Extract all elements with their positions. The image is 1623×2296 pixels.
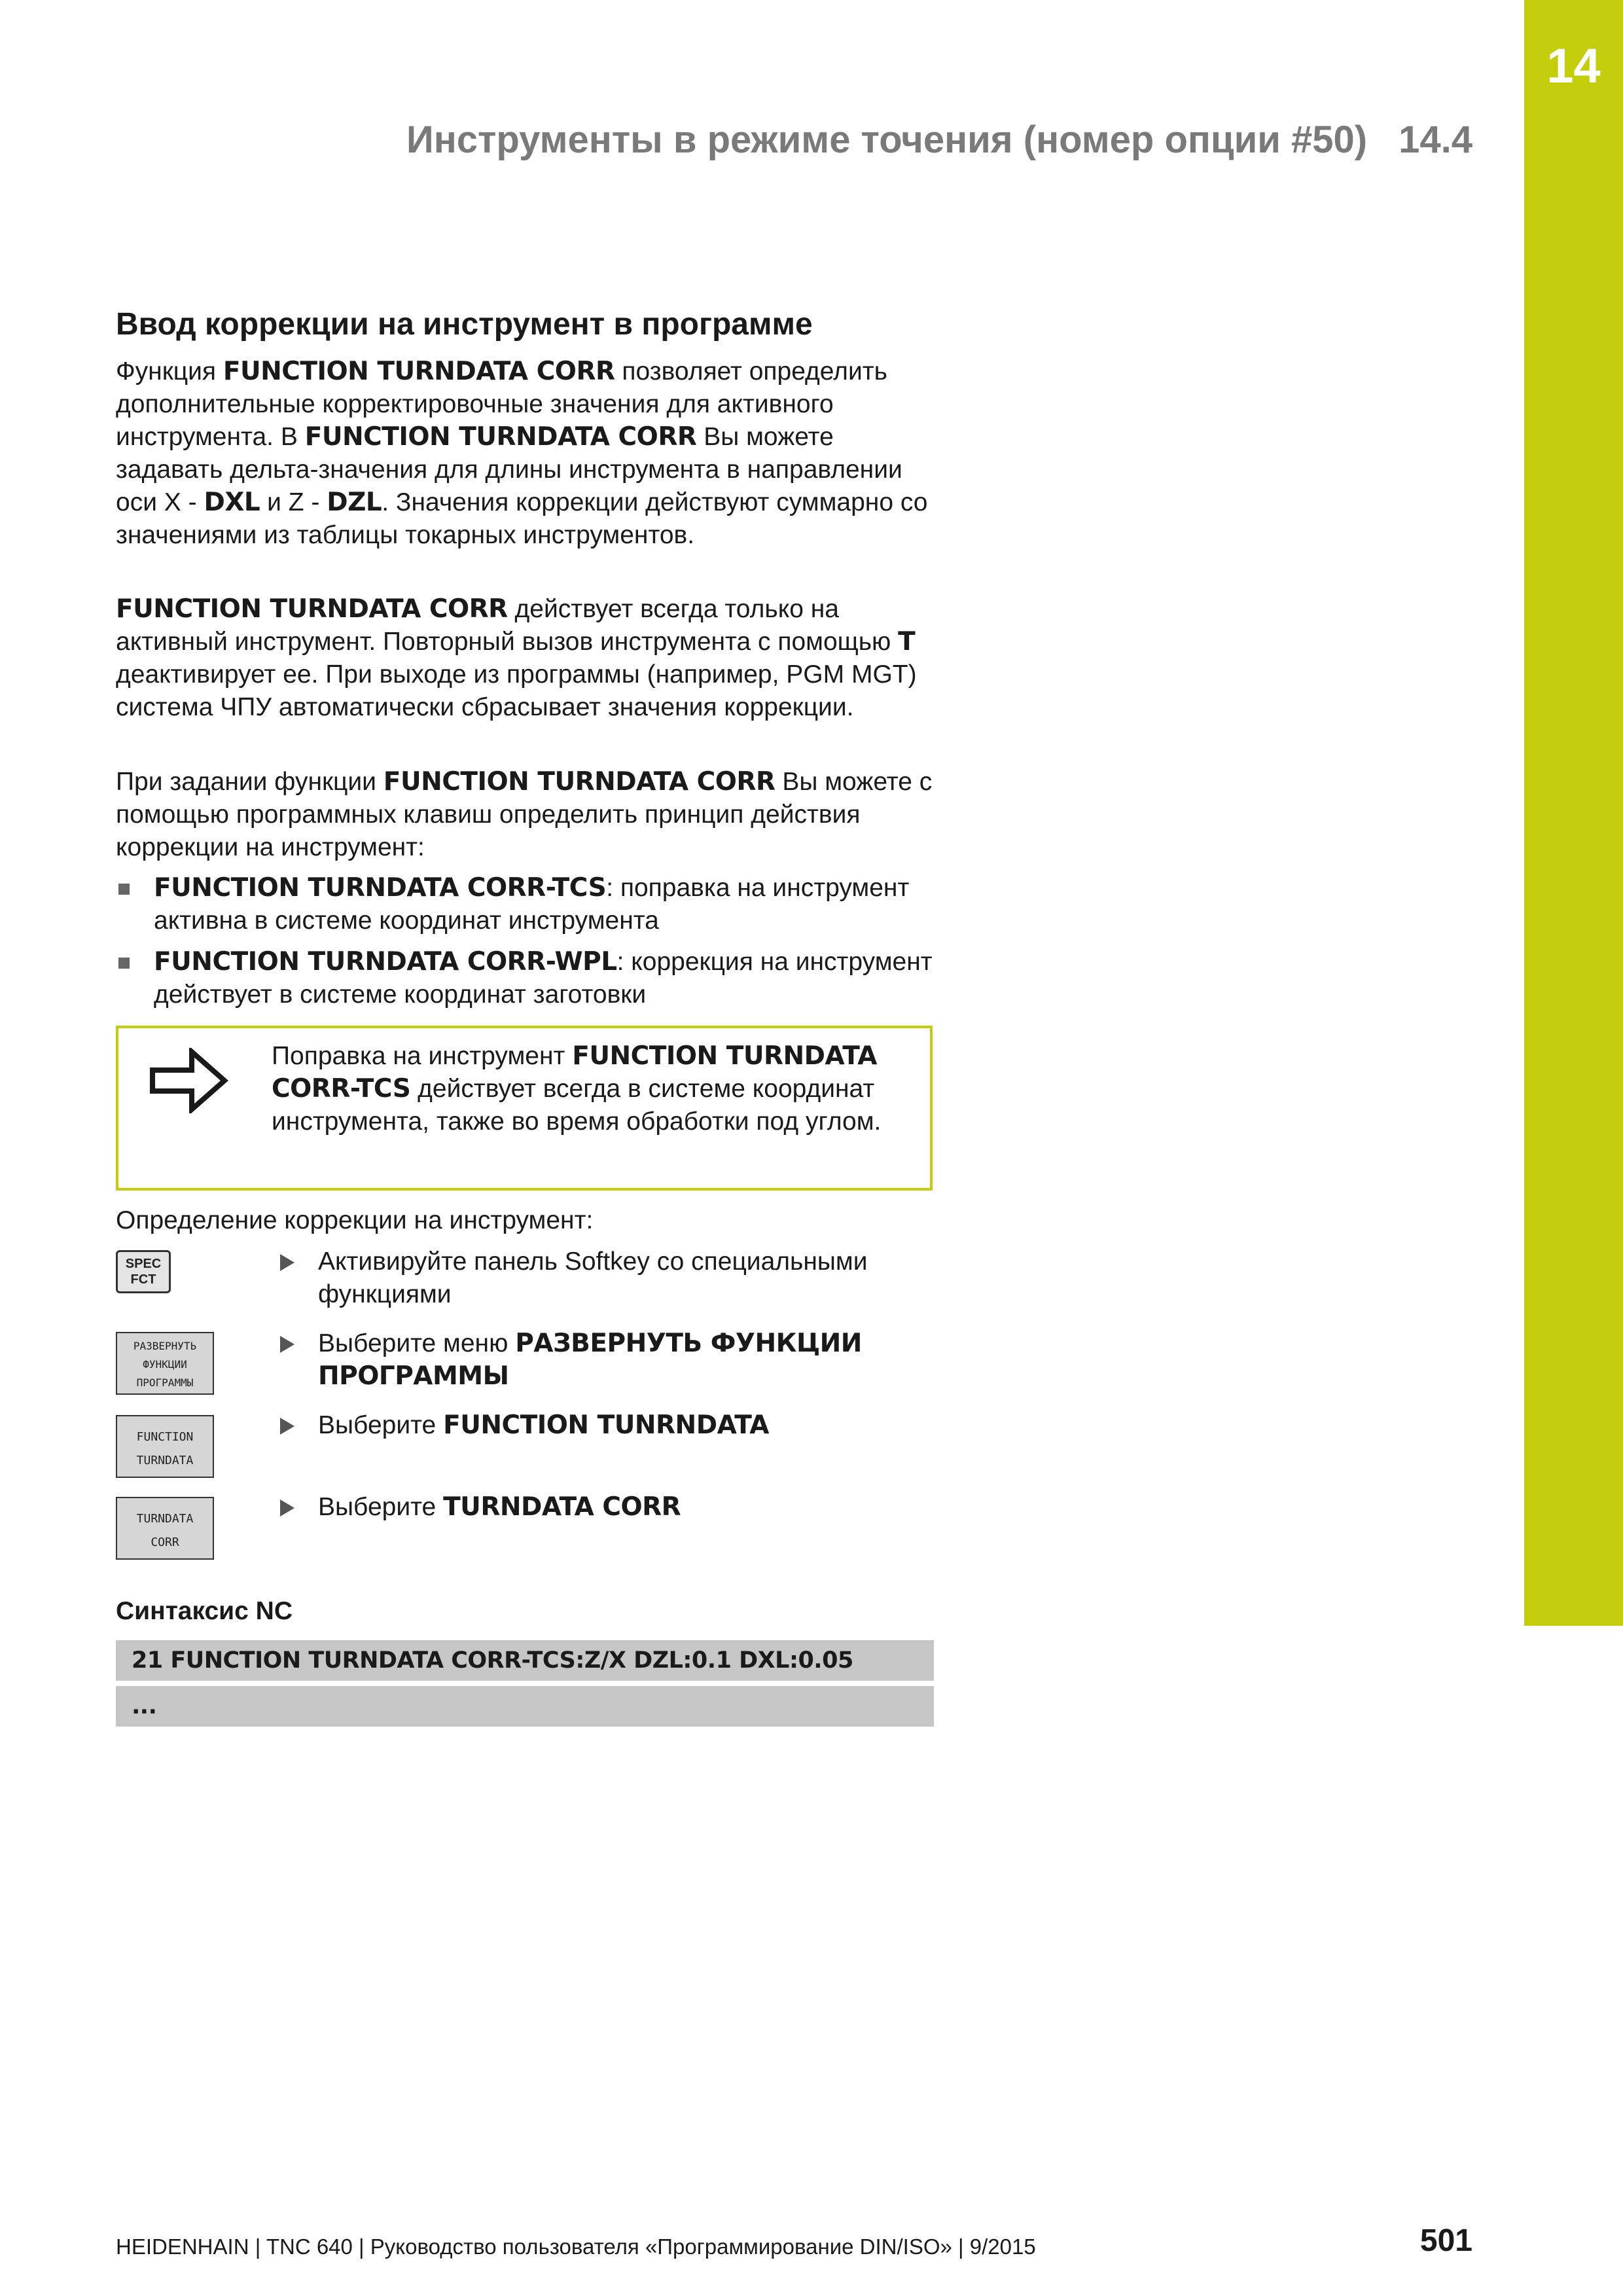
bullet-square-icon xyxy=(118,884,130,895)
step-item xyxy=(279,1409,940,1442)
arrow-right-icon xyxy=(150,1048,228,1113)
command: FUNCTION TURNDATA CORR xyxy=(383,767,776,797)
command: FUNCTION TURNDATA CORR-TCS xyxy=(154,873,607,903)
triangle-right-icon xyxy=(280,1499,294,1516)
text: Активируйте панель Softkey со специальными функциями xyxy=(318,1247,868,1308)
triangle-right-icon xyxy=(280,1254,294,1271)
text: : коррекция на инструмент действует в системе координат заготовки xyxy=(154,948,933,1009)
list-item xyxy=(116,946,934,1011)
step-item xyxy=(279,1246,933,1311)
command: FUNCTION TURNDATA CORR xyxy=(116,594,508,624)
command: РАЗВЕРНУТЬ ФУНКЦИИ ПРОГРАММЫ xyxy=(318,1329,862,1391)
footer-text: HEIDENHAIN | TNC 640 | Руководство пользователя «Программирование DIN/ISO» | 9/2015 xyxy=(116,2234,1036,2259)
page-number: 501 xyxy=(1419,2223,1472,2258)
command: FUNCTION TUNRNDATA xyxy=(443,1410,769,1440)
softkey-expand-program-functions[interactable] xyxy=(116,1332,214,1395)
softkey-label: FUNCTION xyxy=(136,1430,194,1444)
softkey-label: ПРОГРАММЫ xyxy=(136,1376,194,1389)
text: деактивирует ее. При выходе из программы (например, PGM MGT) система ЧПУ автоматически сбрасывает значения коррекции. xyxy=(116,660,917,721)
text: Поправка на инструмент xyxy=(272,1042,573,1070)
softkey-spec-fct[interactable] xyxy=(116,1250,171,1293)
text: Выберите меню xyxy=(318,1329,516,1357)
softkey-label: TURNDATA xyxy=(136,1512,194,1526)
text: Вы можете задавать дельта-значения для длины инструмента в направлении оси X - xyxy=(116,423,902,516)
syntax-title: Синтаксис NC xyxy=(116,1597,293,1625)
definition-intro: Определение коррекции на инструмент: xyxy=(116,1206,594,1234)
text: . Значения коррекции действуют суммарно со значениями из таблицы токарных инструментов. xyxy=(116,488,928,549)
softkey-turndata-corr[interactable] xyxy=(116,1497,214,1560)
triangle-right-icon xyxy=(280,1418,294,1435)
command: DZL xyxy=(327,488,382,517)
text: : поправка на инструмент активна в системе координат инструмента xyxy=(154,874,910,935)
header-title: Инструменты в режиме точения (номер опции #50) xyxy=(406,118,1368,161)
paragraph-2 xyxy=(116,593,934,724)
command: TURNDATA CORR xyxy=(443,1492,681,1522)
chapter-tab xyxy=(1524,0,1623,1626)
command: T xyxy=(898,627,916,656)
text: Вы можете с помощью программных клавиш определить принцип действия коррекции на инструмент: xyxy=(116,768,933,861)
step-item xyxy=(279,1491,940,1524)
code-line: ... xyxy=(116,1686,934,1727)
step-item xyxy=(279,1327,868,1393)
text: Выберите xyxy=(318,1493,444,1521)
note-box xyxy=(116,1026,933,1191)
softkey-label: РАЗВЕРНУТЬ xyxy=(133,1340,197,1352)
command: FUNCTION TURNDATA CORR xyxy=(304,422,697,452)
softkey-label: ФУНКЦИИ xyxy=(143,1358,187,1371)
header-section-number: 14.4 xyxy=(1399,118,1472,161)
list-item xyxy=(116,872,934,937)
softkey-label: SPEC xyxy=(125,1257,162,1271)
text: и Z - xyxy=(260,488,327,516)
command: FUNCTION TURNDATA CORR-WPL xyxy=(154,947,617,977)
code-line: 21 FUNCTION TURNDATA CORR-TCS:Z/X DZL:0.1 DXL:0.05 xyxy=(116,1640,934,1681)
paragraph-1 xyxy=(116,355,934,552)
chapter-number: 14 xyxy=(1546,39,1601,93)
text: Выберите xyxy=(318,1411,444,1439)
text: позволяет определить дополнительные корректировочные значения для активного инструмента. В xyxy=(116,357,887,451)
text: При задании функции xyxy=(116,768,383,796)
page-header xyxy=(406,118,1472,162)
bullet-square-icon xyxy=(118,958,130,969)
paragraph-3 xyxy=(116,766,934,864)
softkey-label: TURNDATA xyxy=(136,1454,194,1467)
section-title: Ввод коррекции на инструмент в программе xyxy=(116,307,813,342)
text: действует всегда только на активный инструмент. Повторный вызов инструмента с помощью xyxy=(116,595,899,656)
triangle-right-icon xyxy=(280,1336,294,1353)
command: DXL xyxy=(204,488,260,517)
text: Функция xyxy=(116,357,223,386)
note-text xyxy=(272,1040,913,1138)
softkey-label: CORR xyxy=(151,1535,179,1549)
text: действует всегда в системе координат инструмента, также во время обработки под углом. xyxy=(272,1075,882,1136)
softkey-function-turndata[interactable] xyxy=(116,1415,214,1478)
softkey-label: FCT xyxy=(130,1272,156,1287)
command: FUNCTION TURNDATA CORR xyxy=(223,357,615,386)
command: FUNCTION TURNDATA CORR-TCS xyxy=(272,1041,877,1103)
